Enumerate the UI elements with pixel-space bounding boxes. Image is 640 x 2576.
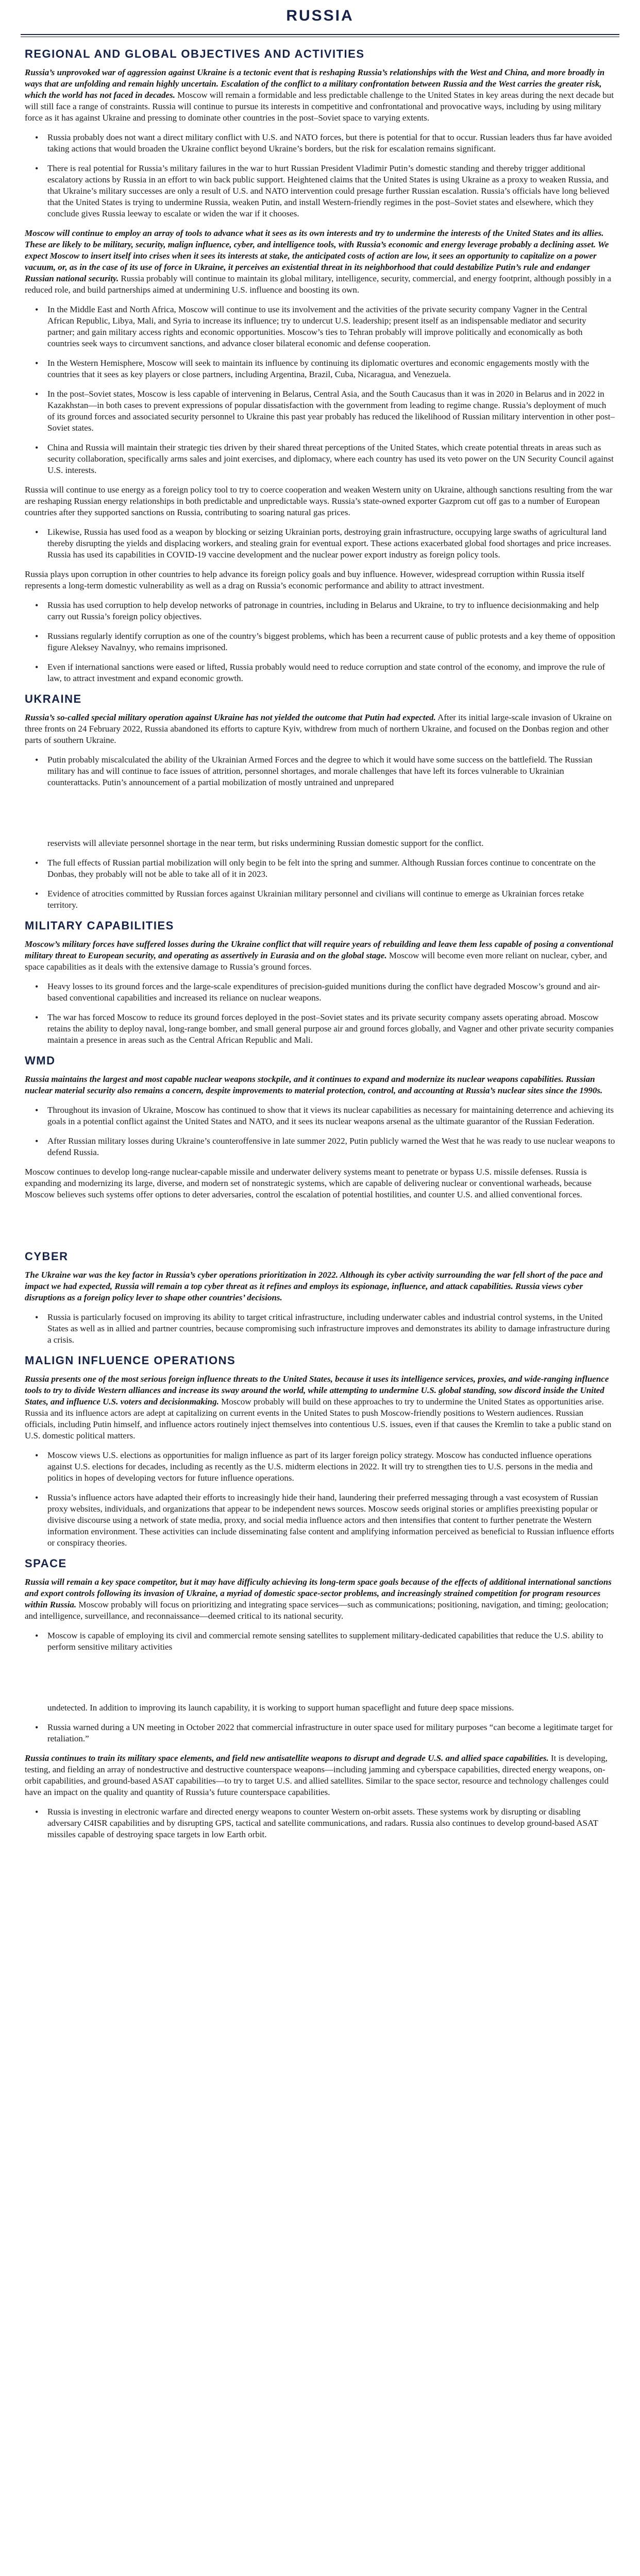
- paragraph-text: It is developing, testing, and fielding an array of nondestructive and destructive counterspace weapons—including jamming and cyberspace capabilities, directed energy weapons, on-orbit capabilities, and ground-based ASAT capabilities—to try to target U.S. and allied satellites. Similar to the space sector, resource and technology challenges could have an impact on the quality and quantity of Russia’s future counterspace capabilities.: [25, 1753, 609, 1797]
- page-break-gap: [25, 1661, 615, 1702]
- bullet-list: [25, 1806, 615, 1840]
- bullet-list: [25, 981, 615, 1046]
- list-item: • Russia’s influence actors have adapted their efforts to increasingly hide their hand, laundering their preferred messaging through a vast ecosystem of Russian proxy websites, individuals, and organizations that appear to be independent news sources. Moscow seeds original stories or amplifies preexisting popular or divisive discourse using a network of state media, proxy, and social media influence actors and then intensifies that content to further penetrate the Western information environment. These activities can include disseminating false content and amplifying information perceived as beneficial to Russian influence efforts or conspiracy theories.: [44, 1492, 615, 1549]
- bullet-list: [25, 1722, 615, 1744]
- section-heading-military: MILITARY CAPABILITIES: [25, 919, 174, 932]
- paragraph-text: Moscow probably will build on these approaches to try to undermine the United States as opportunities arise. Russia and its influence actors are adept at capitalizing on current events in the United States to push Moscow-friendly positions to Western audiences. Russian officials, including Putin himself, and influence actors routinely inject themselves into contentious U.S. issues, even if that causes the Kremlin to take a public stand on U.S. domestic political matters.: [25, 1397, 612, 1440]
- bullet-list: [25, 1105, 615, 1158]
- list-item: • Russia is particularly focused on improving its ability to target critical infrastructure, including underwater cables and industrial control systems, in the United States as well as in allied and partner countries, because compromising such infrastructure improves and demonstrates its ability to damage infrastructure during a crisis.: [44, 1312, 615, 1346]
- paragraph-text: Moscow will become even more reliant on nuclear, cyber, and space capabilities as it deals with the extensive damage to Russia’s ground forces.: [25, 951, 607, 972]
- lead-sentence: The Ukraine war was the key factor in Russia’s cyber operations prioritization in 2022. Although its cyber activity surrounding the war fell short of the pace and impact we had expected, Russia will remain a top cyber threat as it refines and employs its espionage, influence, and attack capabilities. Russia views cyber disruptions as a foreign policy lever to shape other countries’ decisions.: [25, 1270, 603, 1302]
- bullet-list: [25, 600, 615, 684]
- list-item: • Russia probably does not want a direct military conflict with U.S. and NATO forces, but there is potential for that to occur. Russian leaders thus far have avoided taking actions that would broaden the Ukraine conflict beyond Ukraine’s borders, but the risk for escalation remains significant.: [44, 132, 615, 155]
- list-item: • Likewise, Russia has used food as a weapon by blocking or seizing Ukrainian ports, destroying grain infrastructure, occupying large swaths of agricultural land thereby disrupting the yields and displacing workers, and stealing grain for eventual export. These actions exacerbated global food shortages and price increases. Russia has used its capabilities in COVID-19 vaccine development and the nuclear power export industry as foreign policy tools.: [44, 527, 615, 561]
- section-heading-space: SPACE: [25, 1557, 67, 1570]
- lead-sentence: Russia’s so-called special military operation against Ukraine has not yielded the outcome that Putin had expected.: [25, 713, 436, 722]
- bullet-list: [25, 857, 615, 911]
- list-item: • The full effects of Russian partial mobilization will only begin to be felt into the spring and summer. Although Russian forces continue to concentrate on the Donbas, they probably will not be able to take all of it in 2023.: [44, 857, 615, 880]
- page-title: RUSSIA: [286, 7, 354, 24]
- continued-text: reservists will alleviate personnel shortage in the near term, but risks undermining Russian domestic support for the conflict.: [47, 838, 484, 848]
- list-item: • Throughout its invasion of Ukraine, Moscow has continued to show that it views its nuclear capabilities as necessary for maintaining deterrence and achieving its goals in a potential conflict against the United States and NATO, and it sees its nuclear weapons arsenal as the ultimate guarantor of the Russian Federation.: [44, 1105, 615, 1127]
- list-item: • Moscow is capable of employing its civil and commercial remote sensing satellites to supplement military-dedicated capabilities that reduce the U.S. ability to perform sensitive military activities: [44, 1630, 615, 1653]
- paragraph: [25, 1074, 615, 1096]
- paragraph: [25, 1753, 615, 1798]
- list-item: • After Russian military losses during Ukraine’s counteroffensive in late summer 2022, Putin publicly warned the West that he was ready to use nuclear weapons to defend Russia.: [44, 1136, 615, 1158]
- lead-sentence: Russia’s unprovoked war of aggression against Ukraine is a tectonic event that is reshaping Russia’s relationships with the West and China, and more broadly in ways that are unfolding and remain highly uncertain. Escalation of the conflict to a military confrontation between Russia and the West carries the greater risk, which the world has not faced in decades.: [25, 67, 605, 100]
- list-item: • In the Middle East and North Africa, Moscow will continue to use its involvement and the activities of the private security company Vagner in the Central African Republic, Libya, Mali, and Syria to increase its influence; try to undercut U.S. leadership; present itself as an indispensable mediator and security partner; and gain military access rights and economic opportunities. Moscow’s ties to Tehran probably will improve politically and economically as both countries seek ways to circumvent sanctions, and advance closer bilateral economic and defense cooperation.: [44, 304, 615, 349]
- document-page: [21, 0, 619, 2576]
- lead-sentence: Russia maintains the largest and most capable nuclear weapons stockpile, and it continues to expand and modernize its nuclear weapons capabilities. Russian nuclear material security also remains a concern, despite improvements to material protection, control, and accounting at Russia’s nuclear sites since the 1990s.: [25, 1074, 603, 1095]
- paragraph: [25, 228, 615, 296]
- paragraph-text: Moscow will remain a formidable and less predictable challenge to the United States in key areas during the next decade but will still face a range of constraints. Russia will continue to pursue its interests in competitive and confrontational and provocative ways, including by using military force as it has against Ukraine and pressing to dominate other countries in the post–Soviet space to varying extents.: [25, 90, 614, 123]
- paragraph: [25, 1374, 615, 1442]
- paragraph-text: Moscow probably will focus on prioritizing and integrating space services—such as communications; positioning, navigation, and timing; geolocation; and intelligence, surveillance, and reconnaissance—deemed critical to its national security.: [25, 1600, 609, 1621]
- bullet-list: [25, 304, 615, 476]
- bullet-list: [25, 1312, 615, 1346]
- paragraph-text: Russia probably will continue to maintain its global military, intelligence, security, commercial, and energy footprint, although possibly in a reduced role, and build partnerships aimed at undermining U.S. influence and boosting its own.: [25, 274, 612, 295]
- page-header: [21, 0, 619, 32]
- paragraph: Moscow continues to develop long-range nuclear-capable missile and underwater delivery systems meant to penetrate or bypass U.S. missile defenses. Russia is expanding and modernizing its large, diverse, and modern set of nonstrategic systems, which are capable of delivering nuclear or conventional warheads, because Moscow believes such systems offer options to deter adversaries, control the escalation of potential hostilities, and counter U.S. and allied conventional forces.: [25, 1167, 592, 1199]
- lead-sentence: Russia will remain a key space competitor, but it may have difficulty achieving its long-term space goals because of the effects of additional international sanctions and export controls following its invasion of Ukraine, a myriad of domestic space-sector problems, and increasingly strained competition for program resources within Russia.: [25, 1577, 612, 1609]
- list-item: • In the post–Soviet states, Moscow is less capable of intervening in Belarus, Central Asia, and the South Caucasus than it was in 2020 in Belarus and in 2022 in Kazakhstan—in both cases to prevent expressions of popular dissatisfaction with the government from leading to regime change. Russia’s deployment of much of its ground forces and associated security personnel to Ukraine this past year probably has reduced the likelihood of Russian military intervention in other post–Soviet states.: [44, 388, 615, 434]
- list-item: • Evidence of atrocities committed by Russian forces against Ukrainian military personnel and civilians will continue to emerge as Ukrainian forces retake territory.: [44, 888, 615, 911]
- page-break-gap: [25, 796, 615, 838]
- bullet-list: [25, 1450, 615, 1549]
- lead-sentence: Russia presents one of the most serious foreign influence threats to the United States, because it uses its intelligence services, proxies, and wide-ranging influence tools to try to divide Western alliances and increase its sway around the world, while attempting to undermine U.S. global standing, sow discord inside the United States, and influence U.S. voters and decisionmaking.: [25, 1374, 609, 1406]
- bullet-list: [25, 527, 615, 561]
- lead-sentence: Russia continues to train its military space elements, and field new antisatellite weapons to disrupt and degrade U.S. and allied space capabilities.: [25, 1753, 549, 1763]
- paragraph: Russia plays upon corruption in other countries to help advance its foreign policy goals and buy influence. However, widespread corruption within Russia itself represents a long-term domestic vulnerability as well as a drag on Russia’s economic performance and ability to attract investment.: [25, 569, 585, 590]
- list-item: • Heavy losses to its ground forces and the large-scale expenditures of precision-guided munitions during the conflict have degraded Moscow’s ground and air-based conventional capabilities and increased its reliance on nuclear weapons.: [44, 981, 615, 1004]
- paragraph: Russia will continue to use energy as a foreign policy tool to try to coerce cooperation and weaken Western unity on Ukraine, although sanctions resulting from the war are reshaping Russian energy relationships in both predictable and unpredictable ways. Russia’s state-owned exporter Gazprom cut off gas to a number of European countries after they supported sanctions on Russia, contributing to soaring natural gas prices.: [25, 485, 613, 517]
- bullet-list: [25, 754, 615, 788]
- lead-sentence: Moscow’s military forces have suffered losses during the Ukraine conflict that will require years of rebuilding and leave them less capable of posing a conventional military threat to European security, and operating as assertively in Eurasia and on the global stage.: [25, 939, 614, 960]
- paragraph-text: After its initial large-scale invasion of Ukraine on three fronts on 24 February 2022, Russia abandoned its efforts to capture Kyiv, withdrew from much of northern Ukraine, and focused on the Donbas region and other parts of southern Ukraine.: [25, 713, 612, 745]
- header-divider: [21, 34, 619, 37]
- list-item: • Even if international sanctions were eased or lifted, Russia probably would need to reduce corruption and state control of the economy, and improve the rule of law, to attract investment and expand economic growth.: [44, 662, 615, 684]
- section-heading-ukraine: UKRAINE: [25, 692, 82, 705]
- list-item: • In the Western Hemisphere, Moscow will seek to maintain its influence by continuing its diplomatic overtures and economic engagements mostly with the countries that it sees as key players or close partners, including Argentina, Brazil, Cuba, Nicaragua, and Venezuela.: [44, 358, 615, 380]
- list-item: • Putin probably miscalculated the ability of the Ukrainian Armed Forces and the degree to which it would have some success on the battlefield. The Russian military has and will continue to face issues of attrition, personnel shortages, and morale challenges that have left its forces vulnerable to Ukrainian counterattacks. Putin’s announcement of a partial mobilization of mostly untrained and unprepared: [44, 754, 615, 788]
- continued-text: undetected. In addition to improving its launch capability, it is working to support human spaceflight and future deep space missions.: [47, 1703, 514, 1713]
- lead-sentence: Moscow will continue to employ an array of tools to advance what it sees as its own interests and try to undermine the interests of the United States and its allies. These are likely to be military, security, malign influence, cyber, and intelligence tools, with Russia’s economic and energy leverage probably a declining asset. We expect Moscow to insert itself into crises when it sees its interests at stake, the anticipated costs of action are low, it sees an opportunity to capitalize on a power vacuum, or, as in the case of its use of force in Ukraine, it perceives an existential threat in its neighborhood that could destabilize Putin’s rule and endanger Russian national security.: [25, 228, 609, 283]
- bullet-list: [25, 132, 615, 219]
- list-item: • There is real potential for Russia’s military failures in the war to hurt Russian President Vladimir Putin’s domestic standing and thereby trigger additional escalatory actions by Russia in an effort to win back public support. Heightened claims that the United States is using Ukraine as a proxy to weaken Russia, and that Ukraine’s military successes are only a result of U.S. and NATO intervention could presage further Russian escalation. Russia’s officials have long believed that the United States is trying to undermine Russia, weaken Putin, and install Western-friendly regimes in the post–Soviet states and elsewhere, which they conclude gives Russia leeway to escalate or widen the war if it chooses.: [44, 163, 615, 219]
- paragraph: [25, 939, 615, 973]
- page-break-gap: [25, 1209, 615, 1250]
- section-heading-cyber: CYBER: [25, 1250, 69, 1263]
- list-item: • Russians regularly identify corruption as one of the country’s biggest problems, which has been a recurrent cause of public protests and a key theme of opposition figure Aleksey Navalnyy, who remains imprisoned.: [44, 631, 615, 653]
- paragraph: [25, 712, 615, 746]
- bullet-list: [25, 1630, 615, 1653]
- list-item: • The war has forced Moscow to reduce its ground forces deployed in the post–Soviet states and its private security company assets operating abroad. Moscow retains the ability to deploy naval, long-range bomber, and small general purpose air and ground forces globally, and Vagner and other private security companies maintain a presence in areas such as the Central African Republic and Mali.: [44, 1012, 615, 1046]
- list-item: • Russia warned during a UN meeting in October 2022 that commercial infrastructure in outer space used for military purposes “can become a legitimate target for retaliation.”: [44, 1722, 615, 1744]
- paragraph: [25, 1269, 615, 1303]
- list-item: • Russia is investing in electronic warfare and directed energy weapons to counter Western on-orbit assets. These systems work by disrupting or disabling adversary C4ISR capabilities and by disrupting GPS, tactical and satellite communications, and radars. Russia also continues to develop ground-based ASAT missiles capable of destroying space targets in low Earth orbit.: [44, 1806, 615, 1840]
- section-heading-regional: REGIONAL AND GLOBAL OBJECTIVES AND ACTIVITIES: [25, 47, 365, 60]
- paragraph: [25, 1577, 615, 1622]
- list-item: • Moscow views U.S. elections as opportunities for malign influence as part of its larger foreign policy strategy. Moscow has conducted influence operations against U.S. elections for decades, including as recently as the U.S. midterm elections in 2022. It will try to strengthen ties to U.S. persons in the media and politics in hopes of developing vectors for future influence operations.: [44, 1450, 615, 1484]
- section-heading-malign-influence: MALIGN INFLUENCE OPERATIONS: [25, 1354, 236, 1367]
- document-body: [25, 47, 615, 1849]
- list-item: • China and Russia will maintain their strategic ties driven by their shared threat perceptions of the United States, which create potential threats in areas such as security collaboration, specifically arms sales and joint exercises, and diplomacy, where each country has used its veto power on the UN Security Council against U.S. interests.: [44, 442, 615, 476]
- section-heading-wmd: WMD: [25, 1054, 56, 1067]
- paragraph: [25, 67, 615, 124]
- list-item: • Russia has used corruption to help develop networks of patronage in countries, including in Belarus and Ukraine, to try to influence decisionmaking and help carry out Russia’s foreign policy objectives.: [44, 600, 615, 622]
